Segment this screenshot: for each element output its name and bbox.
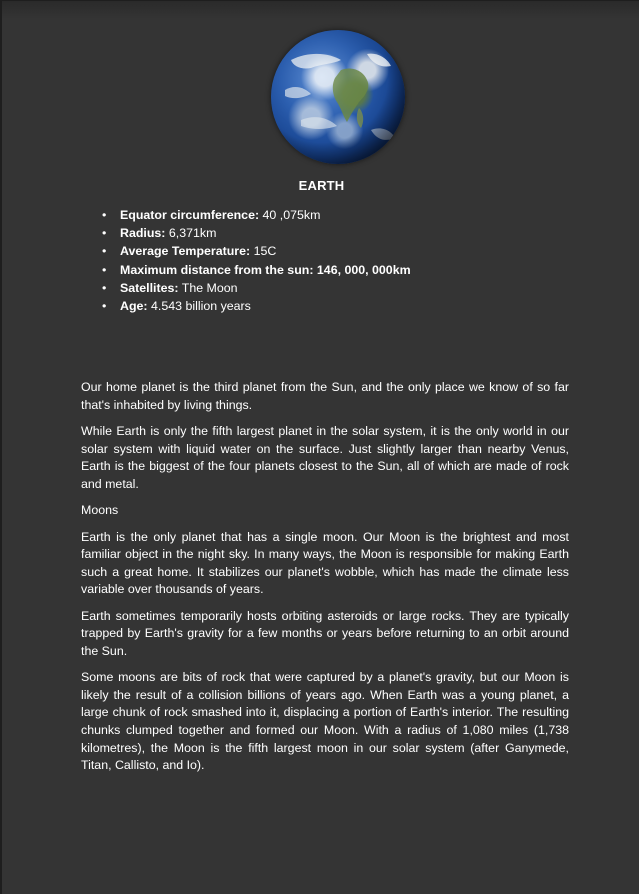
bullet-icon: •: [102, 244, 107, 259]
fact-label: Average Temperature:: [120, 244, 251, 259]
fact-radius: [102, 224, 411, 242]
fact-age: [102, 297, 411, 315]
fact-average-temperature: [102, 242, 411, 260]
paragraph-size: While Earth is only the fifth largest planet in the solar system, it is the only world in our solar system with liquid water on the surface. Just slightly larger than nearby Venus, Earth is the biggest of the four planets closest to the Sun, all of which are made of rock and metal.: [81, 423, 569, 491]
fact-equator-circumference: [102, 206, 411, 224]
facts-list: [102, 206, 411, 315]
bullet-icon: •: [102, 262, 107, 277]
fact-label: Maximum distance from the sun:: [120, 262, 314, 277]
bullet-icon: •: [102, 280, 107, 295]
page-top-shadow: [2, 1, 639, 19]
bullet-icon: •: [102, 226, 107, 241]
fact-value: 4.543 billion years: [147, 299, 251, 314]
bullet-icon: •: [102, 208, 107, 222]
earth-globe-icon: [271, 30, 405, 164]
article-body: [81, 379, 569, 784]
bullet-icon: •: [102, 299, 107, 314]
paragraph-asteroids: Earth sometimes temporarily hosts orbiting asteroids or large rocks. They are typically trapped by Earth's gravity for a few months or years before returning to an orbit around the Sun.: [81, 608, 569, 658]
paragraph-moon-single: Earth is the only planet that has a single moon. Our Moon is the brightest and most familiar object in the night sky. In many ways, the Moon is responsible for making Earth such a great home. It stabilizes our planet's wobble, which has made the climate less variable over thousands of years.: [81, 529, 569, 597]
fact-satellites: [102, 279, 411, 297]
fact-label: Satellites:: [120, 280, 179, 295]
fact-value: 40 ,075km: [259, 208, 321, 222]
fact-value: 15C: [250, 244, 277, 259]
fact-value: 6,371km: [165, 226, 217, 241]
fact-value: 146, 000, 000km: [313, 262, 411, 277]
paragraph-moon-origin: Some moons are bits of rock that were captured by a planet's gravity, but our Moon is likely the result of a collision billions of years ago. When Earth was a young planet, a large chunk of rock smashed into it, displacing a portion of Earth's interior. The resulting chunks clumped together and formed our Moon. With a radius of 1,080 miles (1,738 kilometres), the Moon is the fifth largest moon in our solar system (after Ganymede, Titan, Callisto, and Io).: [81, 670, 569, 773]
fact-value: The Moon: [178, 280, 238, 295]
earth-continents-icon: [271, 30, 405, 164]
moons-heading: Moons: [81, 503, 119, 518]
fact-label: Radius:: [120, 226, 166, 241]
fact-label: Equator circumference:: [120, 208, 260, 222]
fact-maximum-distance: [102, 261, 411, 279]
planet-title: EARTH: [298, 178, 345, 193]
fact-label: Age:: [120, 299, 148, 314]
paragraph-intro: Our home planet is the third planet from the Sun, and the only place we know of so far that's inhabited by living things.: [81, 380, 569, 412]
